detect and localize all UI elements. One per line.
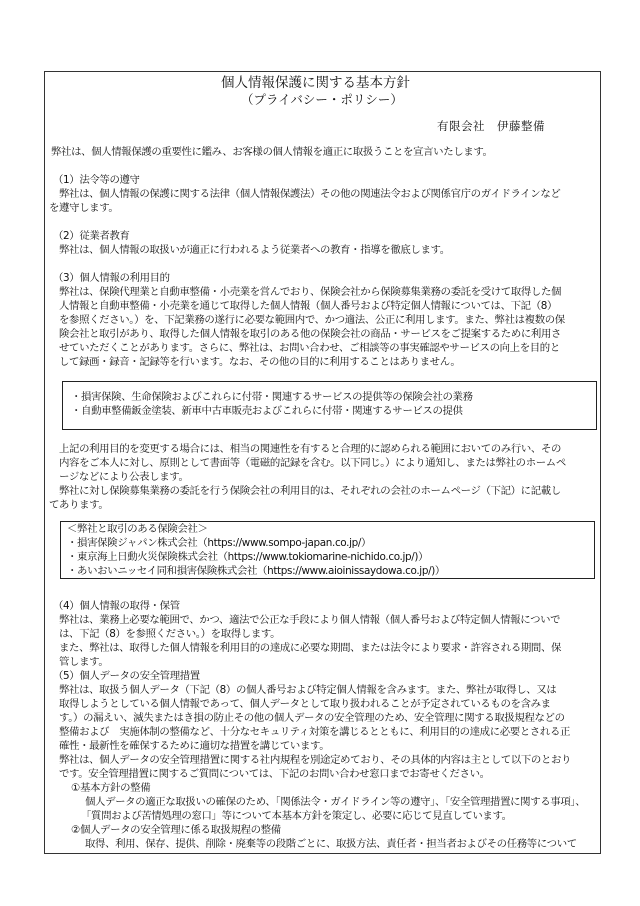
section-5-text: 弊社は、取扱う個人データ（下記（8）の個人番号および特定個人情報を含みます。また、弊社が取得し、又は — [59, 684, 557, 696]
section-3-after-text: 上記の利用目的を変更する場合には、相当の関連性を有すると合理的に認められる範囲においてのみ行い、その — [59, 443, 562, 455]
section-4-text: 管します。 — [59, 656, 109, 668]
section-3-after-text: てあります。 — [49, 499, 109, 511]
business-item: ・自動車整備鈑金塗装、新車中古車販売およびこれらに付帯・関連するサービスの提供 — [71, 405, 463, 417]
intro-statement: 弊社は、個人情報保護の重要性に鑑み、お客様の個人情報を適正に取扱うことを宣言いたします。 — [51, 146, 493, 158]
section-4-text: は、下記（8）を参照ください。）を取得します。 — [59, 628, 281, 640]
section-5-text: す。）の漏えい、滅失またはき損の防止その他の個人データの安全管理のため、安全管理に関する取扱規程などの — [59, 712, 565, 724]
section-1-text: を遵守します。 — [49, 202, 119, 214]
page-title: 個人情報保護に関する基本方針 — [221, 75, 410, 91]
business-item: ・損害保険、生命保険およびこれらに付帯・関連するサービスの提供等の保険会社の業務 — [71, 391, 473, 403]
insurers-heading: ＜弊社と取引のある保険会社＞ — [67, 523, 208, 535]
section-3-text: して録画・録音・記録等を行います。なお、その他の目的に利用することはありません。 — [59, 356, 461, 368]
section-3-heading: （3）個人情報の利用目的 — [53, 272, 170, 284]
section-3-text: を参照ください。）を、下記業務の遂行に必要な範囲内で、かつ適法、公正に利用します。また、弊社は複数の保 — [59, 314, 565, 326]
insurers-box — [60, 521, 595, 579]
section-3-text: 険会社と取引があり、取得した個人情報を取引のある他の保険会社の商品・サービスをご提案するために利用さ — [59, 328, 562, 340]
subsection-1-text: 「質問および苦情処理の窓口」等について本基本方針を策定し、必要に応じて見直しています。 — [81, 810, 512, 822]
section-5-text: です。安全管理措置に関するご質問については、下記のお問い合わせ窓口までお寄せください。 — [59, 768, 490, 780]
subsection-2-heading: ②個人データの安全管理に係る取扱規程の整備 — [71, 824, 281, 836]
section-5-text: 確性・最新性を確保するために適切な措置を講じています。 — [59, 740, 330, 752]
section-5-text: 取得しようとしている個人情報であって、個人データとして取り扱われることが予定されているものを含みま — [59, 698, 551, 710]
insurer-item[interactable]: ・損害保険ジャパン株式会社（https://www.sompo-japan.co.jp/） — [67, 537, 372, 549]
section-5-text: 整備および 実施体制の整備など、十分なセキュリティ対策を講じるとともに、利用目的の達成に必要とされる正 — [59, 726, 571, 738]
section-4-text: 弊社は、業務上必要な範囲で、かつ、適法で公正な手段により個人情報（個人番号および特定個人情報についで — [59, 614, 561, 626]
page-subtitle: （プライバシー・ポリシー） — [241, 92, 403, 107]
section-3-after-text: ージなどにより公表します。 — [59, 471, 189, 483]
section-3-after-text: 内容をご本人に対し、原則として書面等（電磁的記録を含む。以下同じ。）により通知し、または弊社のホームペ — [59, 457, 566, 469]
company-name: 有限会社 伊藤整備 — [437, 119, 545, 133]
section-1-text: 弊社は、個人情報の保護に関する法律（個人情報保護法）その他の関連法令および関係官庁のガイドラインなど — [59, 188, 561, 200]
subsection-2-text: 取得、利用、保存、提供、削除・廃棄等の段階ごとに、取扱方法、責任者・担当者およびその任務等について — [85, 838, 577, 850]
section-2-text: 弊社は、個人情報の取扱いが適正に行われるよう従業者への教育・指導を徹底します。 — [59, 244, 450, 256]
section-1-heading: （1）法令等の遵守 — [53, 174, 140, 186]
section-5-text: 弊社は、個人データの安全管理措置に関する社内規程を別途定めており、その具体的内容は主として以下のとおり — [59, 754, 572, 766]
subsection-1-text: 個人データの適正な取扱いの確保のため、「関係法令・ガイドライン等の遵守」、「安全管理措置に関する事項」、 — [85, 796, 586, 808]
section-3-text: 弊社は、保険代理業と自動車整備・小売業を営んでおり、保険会社から保険募集業務の委託を受けて取得した個 — [59, 286, 562, 298]
section-3-text: 人情報と自動車整備・小売業を通じて取得した個人情報（個人番号および特定個人情報については、下記（8） — [59, 300, 558, 312]
business-purpose-box — [62, 381, 597, 430]
section-4-heading: （4）個人情報の取得・保管 — [53, 600, 180, 612]
privacy-policy-document — [44, 71, 601, 854]
section-3-after-text: 弊社に対し保険募集業務の委託を行う保険会社の利用目的は、それぞれの会社のホームページ（下記）に記載し — [59, 485, 561, 497]
subsection-1-heading: ①基本方針の整備 — [71, 782, 151, 794]
insurer-item[interactable]: ・東京海上日動火災保険株式会社（https://www.tokiomarine-nichido.co.jp/)） — [67, 551, 429, 563]
section-4-text: また、弊社は、取得した個人情報を利用目的の達成に必要な期間、または法令により要求・許容される期間、保 — [59, 642, 562, 654]
insurer-item[interactable]: ・あいおいニッセイ同和損害保険株式会社（https://www.aioinissaydowa.co.jp/)） — [67, 565, 445, 577]
section-2-heading: （2）従業者教育 — [53, 230, 130, 242]
section-5-heading: （5）個人データの安全管理措置 — [53, 670, 200, 682]
section-3-text: せていただくことがあります。さらに、弊社は、お問い合わせ、ご相談等の事実確認やサービスの向上を目的と — [59, 342, 560, 354]
